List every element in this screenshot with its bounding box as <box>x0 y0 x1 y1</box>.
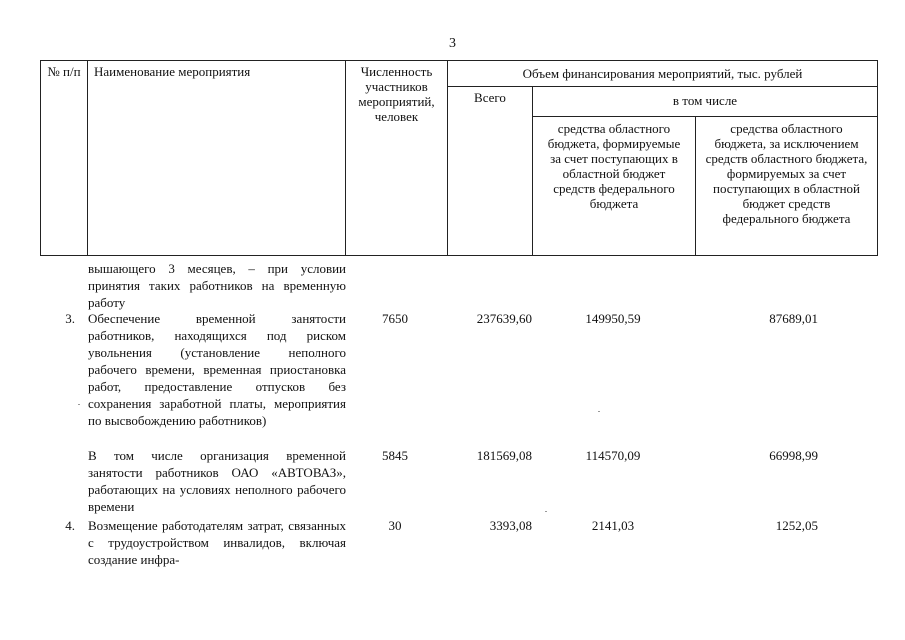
scan-speck <box>545 511 547 512</box>
row-total: 3393,08 <box>489 518 532 533</box>
row-total: 181569,08 <box>476 448 532 463</box>
scan-speck <box>598 411 600 412</box>
header-no: № п/п <box>40 60 88 256</box>
table-header <box>40 60 878 256</box>
row-federal: 149950,59 <box>585 311 641 326</box>
row-number: 3. <box>65 311 75 326</box>
header-federal: средства областного бюджета, формируемые за счет поступающих в областной бюджет средств федерального бюджета <box>532 116 696 256</box>
header-name: Наименование мероприятия <box>87 60 346 256</box>
header-including: в том числе <box>532 86 878 117</box>
header-regional: средства областного бюджета, за исключением средств областного бюджета, формируемых за счет поступающих в областной бюджет средств федерального бюджета <box>695 116 878 256</box>
row-name: В том числе организация временной занятости работников ОАО «АВТОВАЗ», работающих на условиях неполного рабочего времени <box>88 448 346 514</box>
header-total: Всего <box>447 86 533 256</box>
row-participants: 5845 <box>382 448 408 463</box>
header-participants: Численность участников мероприятий, человек <box>345 60 448 256</box>
row-name: Возмещение работодателям затрат, связанных с трудоустройством инвалидов, включая создание инфра- <box>88 518 346 567</box>
row-regional: 87689,01 <box>769 311 818 326</box>
row-total: 237639,60 <box>476 311 532 326</box>
page-number: 3 <box>449 36 456 51</box>
scan-speck <box>78 404 80 405</box>
row-federal: 114570,09 <box>585 448 641 463</box>
header-funding: Объем финансирования мероприятий, тыс. рублей <box>447 60 878 87</box>
row-participants: 7650 <box>382 311 408 326</box>
continuation-text: вышающего 3 месяцев, – при условии принятия таких работников на временную работу <box>88 261 346 310</box>
row-name: Обеспечение временной занятости работников, находящихся под риском увольнения (установление неполного рабочего времени, временная приостановка работ, предоставление отпусков без сохранения заработной платы, мероприятия по высвобождению работников) <box>88 311 346 428</box>
row-number: 4. <box>65 518 75 533</box>
row-regional: 66998,99 <box>769 448 818 463</box>
row-participants: 30 <box>388 518 402 533</box>
row-federal: 2141,03 <box>591 518 635 533</box>
row-regional: 1252,05 <box>775 518 818 533</box>
